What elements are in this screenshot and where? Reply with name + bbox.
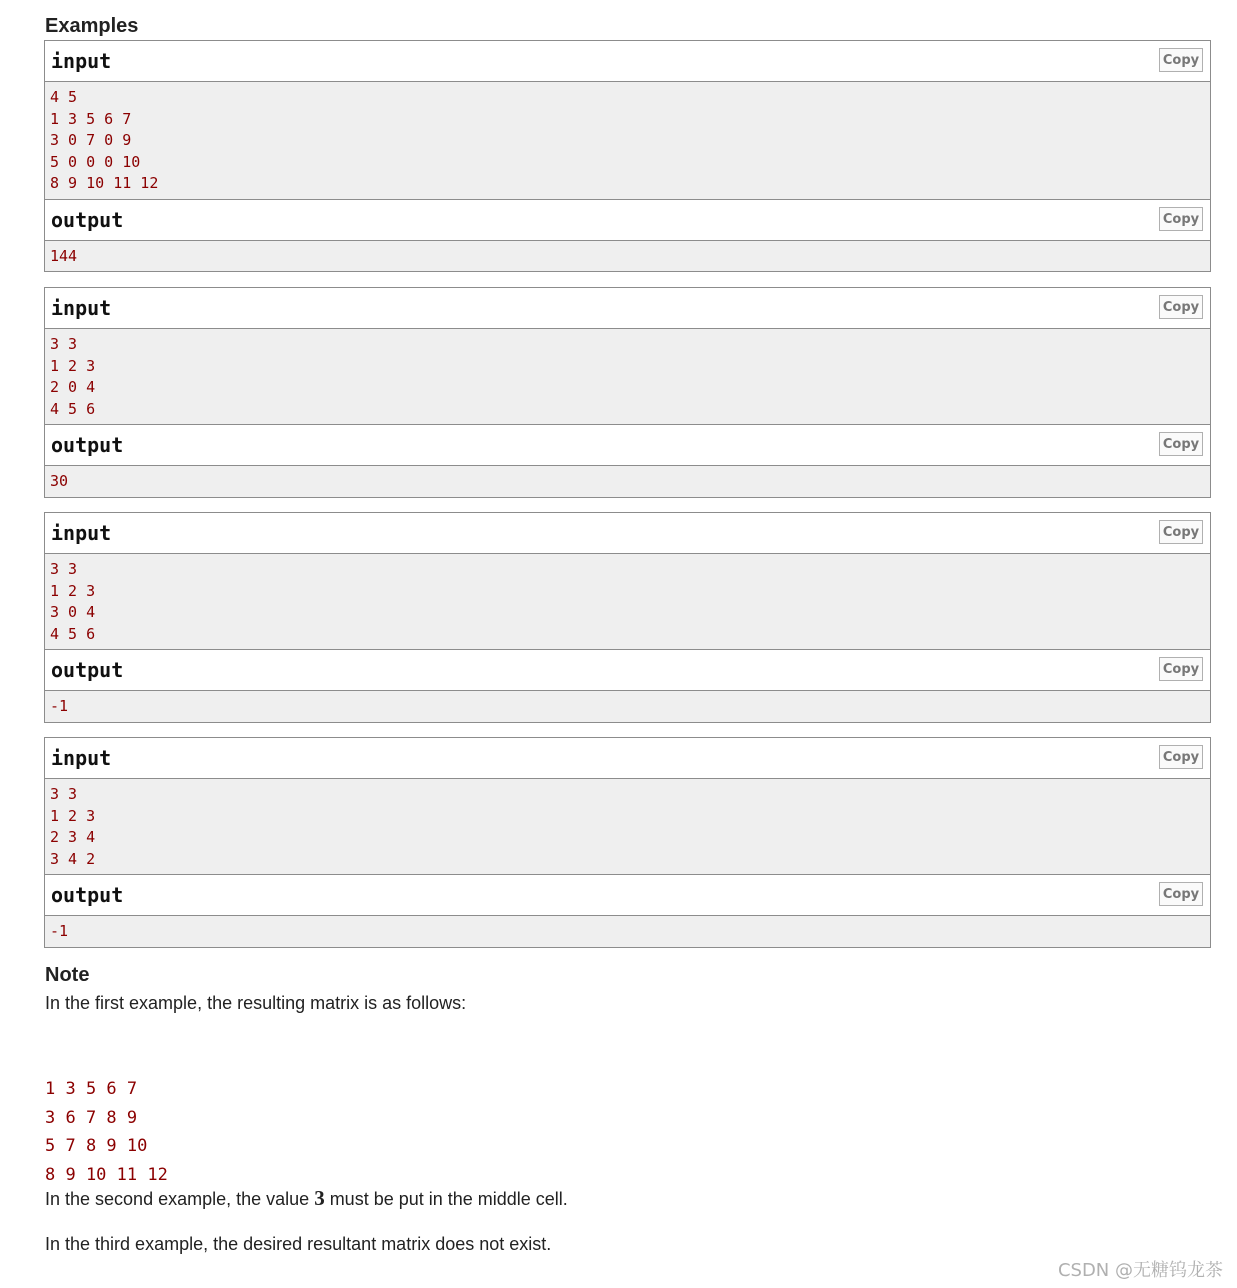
input-header [45, 41, 1210, 82]
input-line: 4 5 [50, 88, 78, 106]
math-value: 3 [314, 1186, 325, 1210]
input-content [45, 82, 1210, 200]
input-line: 3 3 [50, 335, 78, 353]
input-title: input [51, 296, 112, 320]
input-line: 5 0 0 0 10 [50, 152, 141, 171]
output-line: -1 [50, 922, 69, 940]
input-header [45, 288, 1210, 329]
copy-input-button[interactable]: Copy [1159, 745, 1203, 769]
result-matrix [45, 1075, 168, 1189]
copy-output-button[interactable]: Copy [1159, 432, 1203, 456]
note-intro: In the first example, the resulting matrix is as follows: [45, 993, 467, 1013]
output-header [45, 425, 1210, 466]
output-title: output [51, 433, 124, 457]
matrix-row: 1 3 5 6 7 [45, 1079, 138, 1099]
output-header [45, 200, 1210, 241]
copy-output-button[interactable]: Copy [1159, 882, 1203, 906]
input-line: 3 0 7 0 9 [50, 131, 132, 149]
output-content [45, 466, 1210, 497]
output-title: output [51, 883, 124, 907]
input-line: 3 3 [50, 560, 78, 578]
output-content [45, 916, 1210, 947]
input-header [45, 738, 1210, 779]
input-content [45, 554, 1210, 650]
output-header [45, 650, 1210, 691]
input-content [45, 779, 1210, 875]
example-block [44, 512, 1211, 723]
input-header [45, 513, 1210, 554]
watermark: CSDN @无糖钨龙茶 [1057, 1260, 1223, 1281]
output-line: -1 [50, 697, 69, 715]
input-line: 1 2 3 [50, 356, 96, 375]
input-line: 3 4 2 [50, 849, 96, 868]
input-line: 2 0 4 [50, 378, 96, 396]
input-title: input [51, 49, 112, 73]
output-content [45, 241, 1210, 272]
input-title: input [51, 746, 112, 770]
copy-input-button[interactable]: Copy [1159, 48, 1203, 72]
example-block [44, 737, 1211, 948]
input-line: 3 0 4 [50, 603, 96, 621]
input-line: 3 3 [50, 785, 78, 803]
output-header [45, 875, 1210, 916]
note-title: Note [45, 964, 90, 986]
input-line: 1 2 3 [50, 581, 96, 600]
input-line: 2 3 4 [50, 828, 96, 846]
note-third-example: In the third example, the desired resultant matrix does not exist. [45, 1234, 552, 1254]
output-title: output [51, 207, 124, 232]
output-line: 144 [50, 246, 78, 265]
copy-output-button[interactable]: Copy [1159, 207, 1203, 231]
input-line: 8 9 10 11 12 [50, 174, 159, 192]
copy-output-button[interactable]: Copy [1159, 657, 1203, 681]
example-block [44, 287, 1211, 498]
matrix-row: 3 6 7 8 9 [45, 1107, 138, 1128]
note-second-text-start: In the second example, the value [45, 1189, 315, 1209]
output-title: output [51, 658, 124, 682]
note-second-text-end: must be put in the middle cell. [324, 1189, 568, 1209]
matrix-row: 5 7 8 9 10 [45, 1136, 148, 1156]
matrix-row: 8 9 10 11 12 [45, 1164, 168, 1185]
note-section [45, 963, 1205, 1254]
input-line: 1 3 5 6 7 [50, 109, 132, 128]
input-line: 4 5 6 [50, 399, 96, 418]
output-line: 30 [50, 472, 69, 490]
input-line: 1 2 3 [50, 806, 96, 825]
input-line: 4 5 6 [50, 624, 96, 643]
examples-title: Examples [45, 15, 139, 37]
input-title: input [51, 521, 112, 545]
note-second-example [45, 1186, 568, 1211]
output-content [45, 691, 1210, 722]
input-content [45, 329, 1210, 425]
copy-input-button[interactable]: Copy [1159, 520, 1203, 544]
example-block [44, 40, 1211, 272]
copy-input-button[interactable]: Copy [1159, 295, 1203, 319]
